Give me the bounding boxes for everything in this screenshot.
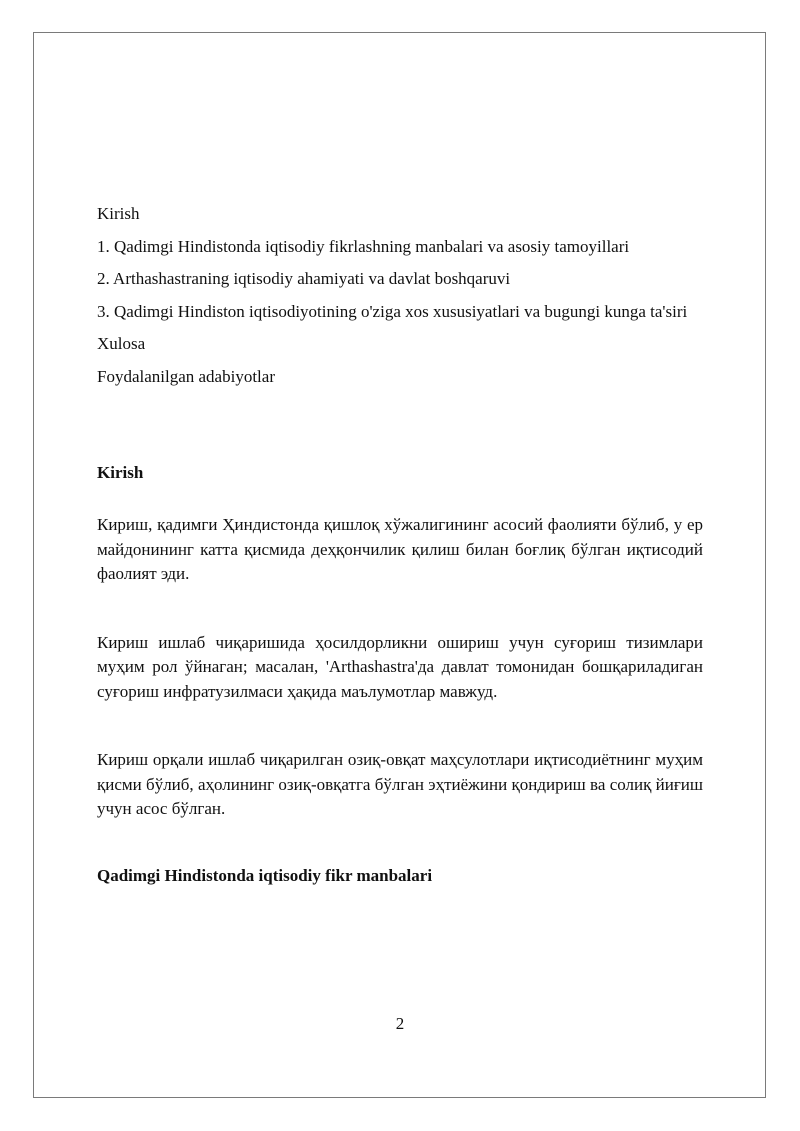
- intro-paragraph-1: Кириш, қадимги Ҳиндистонда қишлоқ хўжалигининг асосий фаолияти бўлиб, у ер майдонининг катта қисмида деҳқончилик қилиш билан боғлиқ бўлган иқтисодий фаолият эди.: [97, 515, 703, 583]
- toc-item-3: 3. Qadimgi Hindiston iqtisodiyotining o'ziga xos xususiyatlari va bugungi kunga ta'siri: [97, 301, 688, 321]
- toc-item-references: Foydalanilgan adabiyotlar: [97, 366, 275, 386]
- intro-paragraph-3: Кириш орқали ишлаб чиқарилган озиқ-овқат маҳсулотлари иқтисодиётнинг муҳим қисми бўлиб, аҳолининг озиқ-овқатга бўлган эҳтиёжини қондириш ва солиқ йиғиш учун асос бўлган.: [97, 750, 703, 818]
- toc-item-intro: Kirish: [97, 204, 140, 223]
- toc-item-conclusion: Xulosa: [97, 334, 146, 353]
- table-of-contents: [97, 198, 703, 393]
- section-heading-intro: Kirish: [97, 463, 144, 482]
- page-content: [97, 198, 703, 888]
- toc-item-2: 2. Arthashastraning iqtisodiy ahamiyati va davlat boshqaruvi: [97, 269, 511, 288]
- page-number: 2: [395, 1014, 405, 1033]
- toc-item-1: 1. Qadimgi Hindistonda iqtisodiy fikrlashning manbalari va asosiy tamoyillari: [97, 236, 630, 256]
- intro-paragraph-2: Кириш ишлаб чиқаришида ҳосилдорликни ошириш учун суғориш тизимлари муҳим рол ўйнаган; масалан, 'Arthashastra'да давлат томонидан бошқариладиган суғориш инфратузилмаси ҳақида маълумотлар мавжуд.: [97, 632, 703, 701]
- section-heading-sources: Qadimgi Hindistonda iqtisodiy fikr manbalari: [97, 865, 433, 885]
